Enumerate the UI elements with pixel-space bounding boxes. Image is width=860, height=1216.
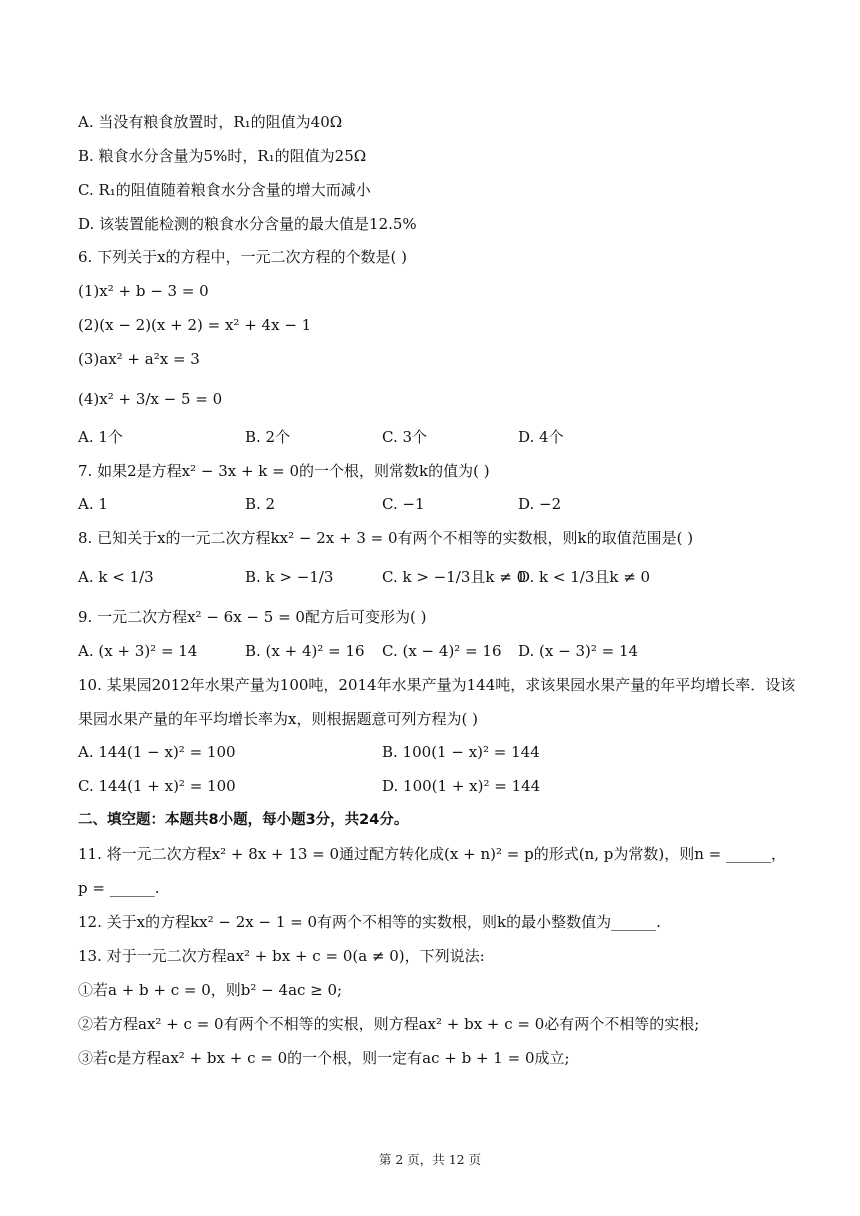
page-footer: 第 2 页，共 12 页 [378, 1152, 482, 1167]
q8-option-c: C. k > −1/3且k ≠ 0 [382, 568, 527, 586]
q8-option-b: B. k > −1/3 [245, 568, 334, 586]
q13-statement-1: ①若a + b + c = 0，则b² − 4ac ≥ 0; [78, 981, 343, 999]
q11-line2: p = ______. [78, 879, 160, 897]
q6-option-a: A. 1个 [78, 428, 123, 446]
q5-option-b: B. 粮食水分含量为5%时，R₁的阻值为25Ω [78, 147, 367, 165]
q10-option-d: D. 100(1 + x)² = 144 [382, 777, 541, 795]
section-heading-fill-in: 二、填空题：本题共8小题，每小题3分，共24分。 [78, 812, 409, 828]
q6-equation-4: (4)x² + 3/x − 5 = 0 [78, 390, 223, 408]
q6-equation-1: (1)x² + b − 3 = 0 [78, 282, 209, 300]
q6-stem: 6. 下列关于x的方程中，一元二次方程的个数是( ) [78, 248, 408, 266]
q11-line1: 11. 将一元二次方程x² + 8x + 13 = 0通过配方转化成(x + n)² = p的形式(n, p为常数)，则n = ______， [78, 845, 786, 863]
q8-option-d: D. k < 1/3且k ≠ 0 [518, 568, 651, 586]
q6-option-b: B. 2个 [245, 428, 291, 446]
q9-option-b: B. (x + 4)² = 16 [245, 642, 365, 660]
q10-option-b: B. 100(1 − x)² = 144 [382, 743, 540, 761]
q5-option-c: C. R₁的阻值随着粮食水分含量的增大而减小 [78, 181, 371, 199]
q5-option-a: A. 当没有粮食放置时，R₁的阻值为40Ω [78, 113, 343, 131]
q5-option-d: D. 该装置能检测的粮食水分含量的最大值是12.5% [78, 215, 417, 233]
q7-option-c: C. −1 [382, 495, 425, 513]
q7-stem: 7. 如果2是方程x² − 3x + k = 0的一个根，则常数k的值为( ) [78, 462, 490, 480]
q13-statement-2: ②若方程ax² + c = 0有两个不相等的实根，则方程ax² + bx + c = 0必有两个不相等的实根; [78, 1015, 700, 1033]
q7-option-b: B. 2 [245, 495, 276, 513]
q8-option-a: A. k < 1/3 [78, 568, 154, 586]
q9-option-c: C. (x − 4)² = 16 [382, 642, 502, 660]
q6-equation-2: (2)(x − 2)(x + 2) = x² + 4x − 1 [78, 316, 312, 334]
q9-stem: 9. 一元二次方程x² − 6x − 5 = 0配方后可变形为( ) [78, 608, 427, 626]
q13-stem: 13. 对于一元二次方程ax² + bx + c = 0(a ≠ 0)，下列说法: [78, 947, 485, 965]
q10-stem-line1: 10. 某果园2012年水果产量为100吨，2014年水果产量为144吨，求该果园水果产量的年平均增长率．设该 [78, 676, 796, 694]
q9-option-d: D. (x − 3)² = 14 [518, 642, 639, 660]
q8-stem: 8. 已知关于x的一元二次方程kx² − 2x + 3 = 0有两个不相等的实数根，则k的取值范围是( ) [78, 529, 694, 547]
q13-statement-3: ③若c是方程ax² + bx + c = 0的一个根，则一定有ac + b + 1 = 0成立; [78, 1049, 570, 1067]
q7-option-a: A. 1 [78, 495, 108, 513]
q9-option-a: A. (x + 3)² = 14 [78, 642, 198, 660]
q7-option-d: D. −2 [518, 495, 562, 513]
q6-option-c: C. 3个 [382, 428, 428, 446]
q12: 12. 关于x的方程kx² − 2x − 1 = 0有两个不相等的实数根，则k的最小整数值为______. [78, 913, 661, 931]
q10-option-c: C. 144(1 + x)² = 100 [78, 777, 236, 795]
q10-option-a: A. 144(1 − x)² = 100 [78, 743, 236, 761]
q10-stem-line2: 果园水果产量的年平均增长率为x，则根据题意可列方程为( ) [78, 710, 478, 728]
q6-option-d: D. 4个 [518, 428, 564, 446]
q6-equation-3: (3)ax² + a²x = 3 [78, 350, 200, 368]
